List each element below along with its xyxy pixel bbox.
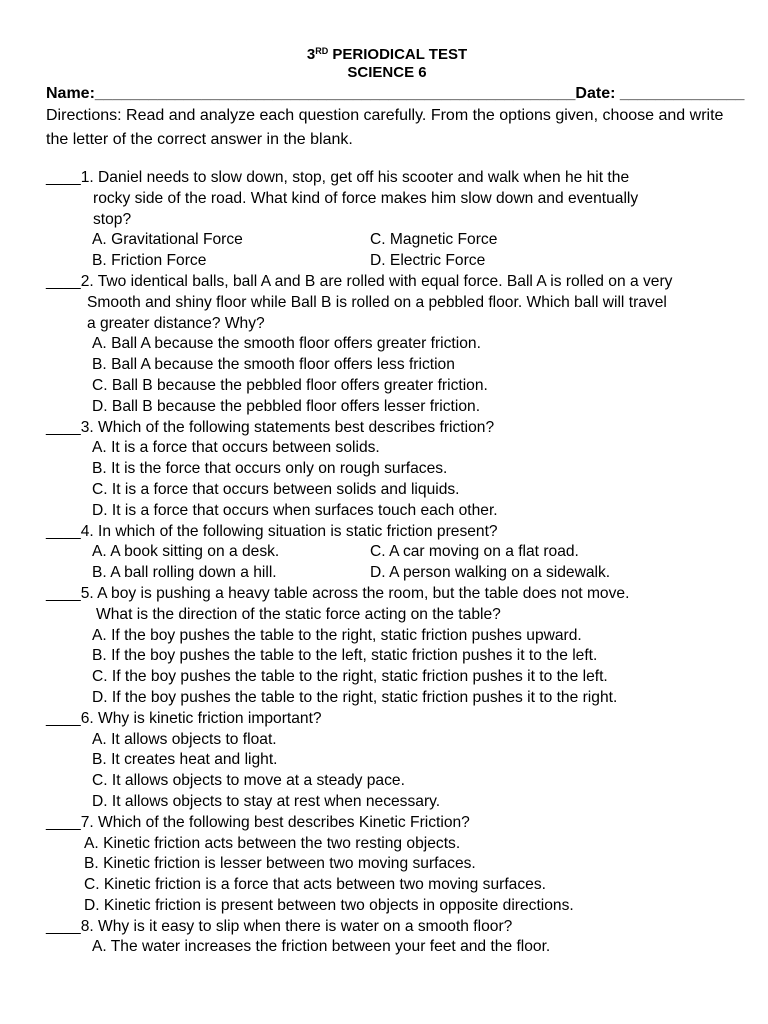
question-1 — [46, 168, 728, 272]
test-title — [46, 0, 728, 64]
question-3 — [46, 418, 728, 522]
option-d: D. It is a force that occurs when surfaces touch each other. — [92, 501, 498, 519]
option-b: B. If the boy pushes the table to the left, static friction pushes it to the left. — [92, 647, 598, 665]
question-6 — [46, 709, 728, 813]
title-ordinal-suffix: RD — [315, 46, 329, 56]
question-8 — [46, 917, 728, 959]
option-d: D. Electric Force — [370, 252, 486, 270]
title-text: PERIODICAL TEST — [328, 46, 468, 63]
option-a: A. Ball A because the smooth floor offers greater friction. — [92, 335, 481, 353]
option-c: C. It allows objects to move at a steady pace. — [92, 772, 405, 790]
option-list — [46, 937, 728, 958]
option-b: B. It creates heat and light. — [92, 751, 278, 769]
option-b: B. Kinetic friction is lesser between two moving surfaces. — [84, 855, 476, 873]
option-c: C. It is a force that occurs between solids and liquids. — [92, 480, 460, 498]
option-b: B. It is the force that occurs only on rough surfaces. — [92, 460, 448, 478]
question-4 — [46, 522, 728, 584]
option-d: D. A person walking on a sidewalk. — [370, 564, 611, 582]
question-5 — [46, 584, 728, 709]
question-continuation: rocky side of the road. What kind of force makes him slow down and eventually — [93, 189, 639, 207]
question-stem: ____4. In which of the following situation is static friction present? — [46, 522, 498, 540]
question-stem: ____5. A boy is pushing a heavy table across the room, but the table does not move. — [46, 584, 630, 602]
option-b: B. Ball A because the smooth floor offers less friction — [92, 356, 455, 374]
name-date-row — [46, 84, 745, 104]
option-d: D. Ball B because the pebbled floor offers lesser friction. — [92, 397, 481, 415]
subject-title: SCIENCE 6 — [347, 64, 427, 81]
option-a: A. Gravitational Force — [92, 231, 243, 249]
directions: Directions: Read and analyze each question carefully. From the options given, choose and write the letter of the correct answer in the blank. — [46, 107, 724, 148]
question-7 — [46, 813, 728, 917]
question-continuation: Smooth and shiny floor while Ball B is rolled on a pebbled floor. Which ball will travel — [87, 293, 667, 311]
option-a: A. It allows objects to float. — [92, 730, 277, 748]
option-d: D. It allows objects to stay at rest when necessary. — [92, 792, 441, 810]
option-b: B. Friction Force — [92, 252, 207, 270]
question-stem: ____3. Which of the following statements best describes friction? — [46, 418, 495, 436]
option-list — [46, 730, 728, 813]
option-list — [46, 834, 728, 917]
title-number: 3 — [306, 46, 316, 63]
question-continuation: What is the direction of the static force acting on the table? — [96, 605, 501, 623]
question-stem: ____1. Daniel needs to slow down, stop, get off his scooter and walk when he hit the — [46, 169, 630, 186]
option-a: A. If the boy pushes the table to the right, static friction pushes upward. — [92, 626, 582, 644]
option-c: C. If the boy pushes the table to the right, static friction pushes it to the left. — [92, 668, 608, 686]
option-b: B. A ball rolling down a hill. — [92, 564, 277, 582]
option-grid — [46, 542, 728, 584]
option-list — [46, 334, 728, 417]
option-a: A. The water increases the friction between your feet and the floor. — [92, 938, 551, 956]
question-stem: ____8. Why is it easy to slip when there is water on a smooth floor? — [46, 917, 513, 935]
option-a: A. A book sitting on a desk. — [92, 543, 280, 561]
question-stem: ____6. Why is kinetic friction important? — [46, 709, 322, 727]
option-c: C. Magnetic Force — [370, 231, 498, 249]
option-grid — [46, 230, 728, 272]
option-c: C. Kinetic friction is a force that acts between two moving surfaces. — [84, 876, 546, 894]
option-list — [46, 626, 728, 709]
option-a: A. Kinetic friction acts between the two resting objects. — [84, 834, 461, 852]
question-stem: ____7. Which of the following best describes Kinetic Friction? — [46, 813, 470, 831]
question-continuation: stop? — [93, 210, 132, 228]
option-a: A. It is a force that occurs between solids. — [92, 439, 380, 457]
option-c: C. A car moving on a flat road. — [370, 543, 579, 561]
name-field[interactable]: Name:______________________________________________________ — [46, 85, 576, 102]
option-d: D. Kinetic friction is present between two objects in opposite directions. — [84, 896, 574, 914]
question-2 — [46, 272, 728, 418]
option-d: D. If the boy pushes the table to the right, static friction pushes it to the right. — [92, 688, 618, 706]
question-list — [46, 168, 728, 958]
question-stem: ____2. Two identical balls, ball A and B are rolled with equal force. Ball A is rolled on a very — [46, 272, 673, 290]
option-list — [46, 438, 728, 521]
date-field[interactable]: Date: ______________ — [575, 85, 745, 102]
option-c: C. Ball B because the pebbled floor offers greater friction. — [92, 376, 488, 394]
question-continuation: a greater distance? Why? — [87, 314, 265, 332]
